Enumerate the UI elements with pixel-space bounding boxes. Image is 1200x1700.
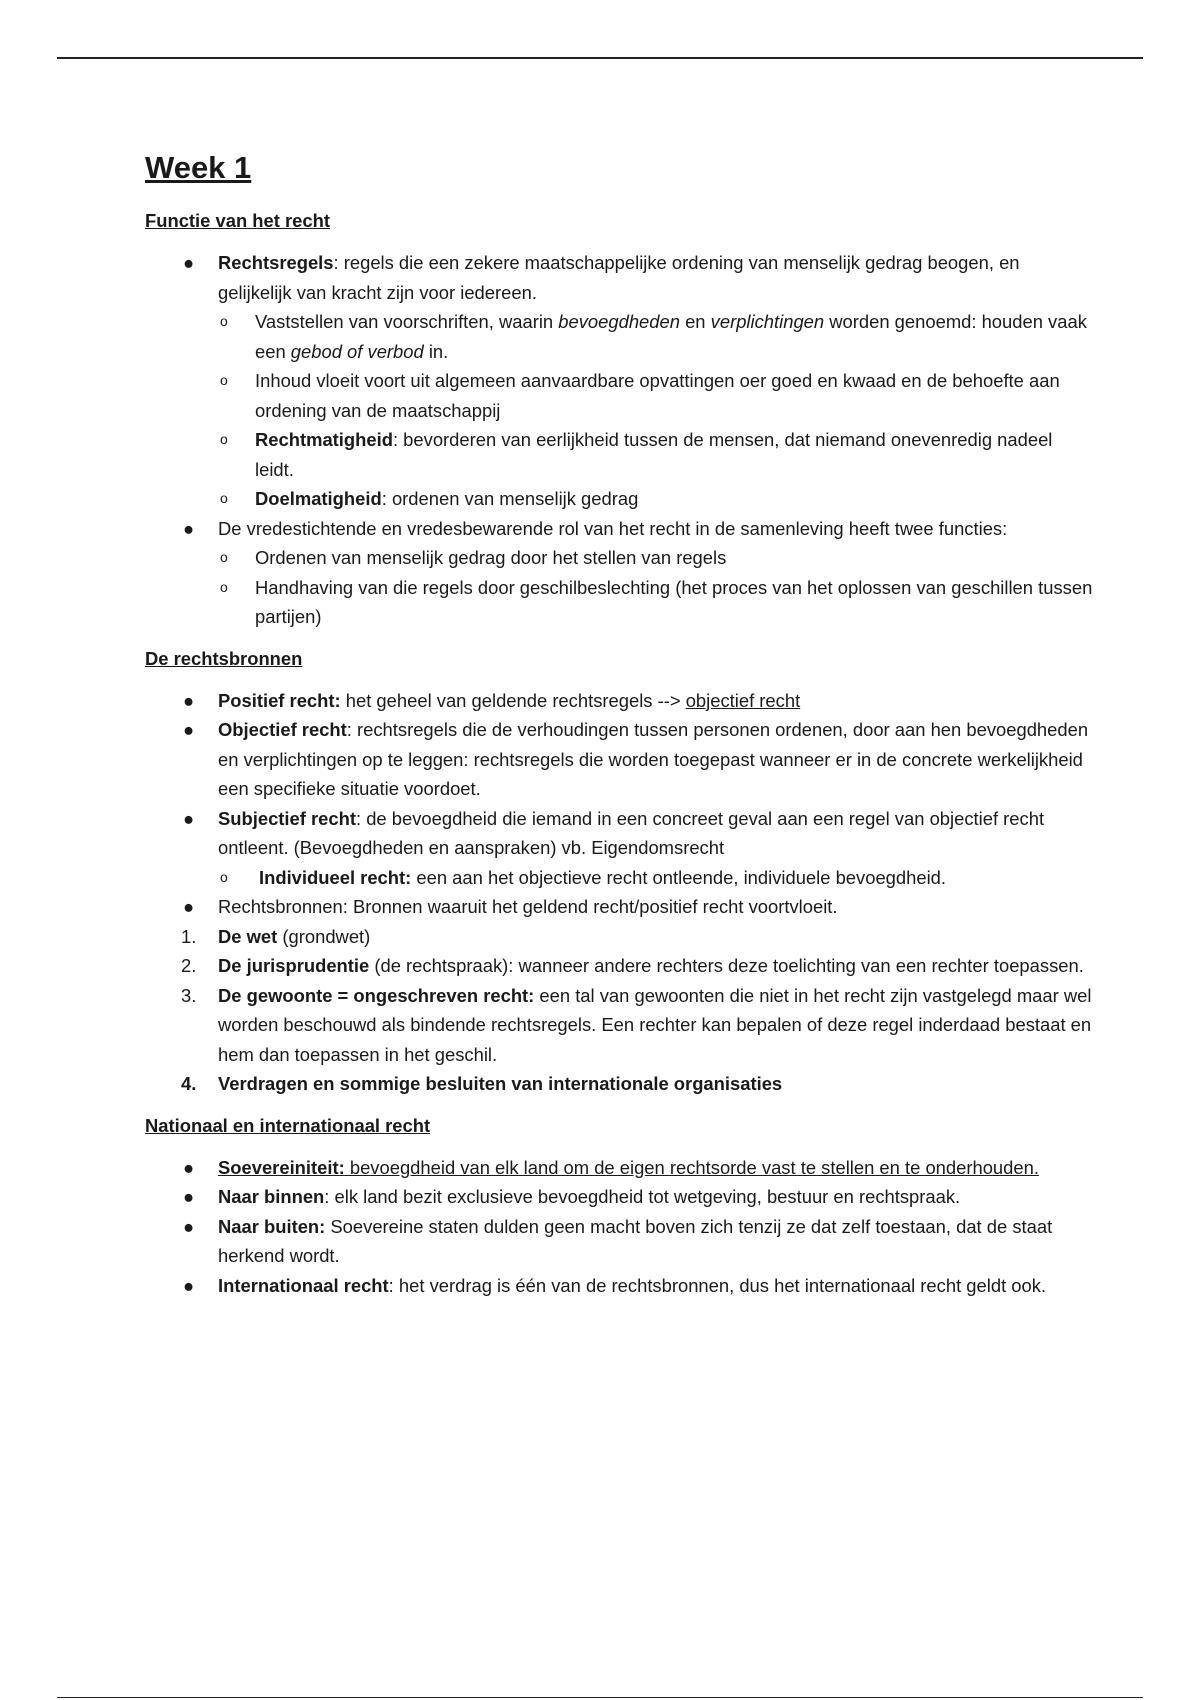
document-body <box>145 148 1095 1314</box>
bullet-icon: ● <box>183 1186 195 1207</box>
section-list-nationaal <box>145 1153 1095 1301</box>
list-item: ● Internationaal recht: het verdrag is één van de rechtsbronnen, dus het internationaal recht geldt ook. <box>145 1271 1095 1301</box>
list-item: o Vaststellen van voorschriften, waarin bevoegdheden en verplichtingen worden genoemd: houden vaak een gebod of verbod in. <box>145 307 1095 366</box>
section-heading-rechtsbronnen: De rechtsbronnen <box>145 647 303 669</box>
page-title: Week 1 <box>145 150 252 185</box>
list-item: ● Naar binnen: elk land bezit exclusieve bevoegdheid tot wetgeving, bestuur en rechtspraak. <box>145 1182 1095 1212</box>
list-item: o Handhaving van die regels door geschilbeslechting (het proces van het oplossen van geschillen tussen partijen) <box>145 573 1095 632</box>
numbered-item: 4. Verdragen en sommige besluiten van internationale organisaties <box>145 1069 1095 1099</box>
circle-bullet-icon: o <box>220 372 228 388</box>
list-item: o Rechtmatigheid: bevorderen van eerlijkheid tussen de mensen, dat niemand onevenredig nadeel leidt. <box>145 425 1095 484</box>
item-number: 4. <box>181 1073 197 1094</box>
item-number: 2. <box>181 955 197 976</box>
list-item: ● Rechtsregels: regels die een zekere maatschappelijke ordening van menselijk gedrag beogen, en gelijkelijk van kracht zijn voor iedereen. <box>145 248 1095 307</box>
bullet-icon: ● <box>183 1274 195 1296</box>
numbered-item: 2. De jurisprudentie (de rechtspraak): wanneer andere rechters deze toelichting van een rechter toepassen. <box>145 951 1095 981</box>
footer-rule <box>57 1697 1143 1698</box>
circle-bullet-icon: o <box>220 490 228 506</box>
list-item: o Individueel recht: een aan het objectieve recht ontleende, individuele bevoegdheid. <box>145 863 1095 893</box>
numbered-item: 3. De gewoonte = ongeschreven recht: een tal van gewoonten die niet in het recht zijn vastgelegd maar wel worden beschouwd als bindende rechtsregels. Een rechter kan bepalen of deze regel inderdaad bestaat en hem dan toepassen in het geschil. <box>145 981 1095 1070</box>
bullet-icon: ● <box>183 1156 195 1178</box>
bullet-icon: ● <box>183 1215 195 1237</box>
list-item: o Doelmatigheid: ordenen van menselijk gedrag <box>145 484 1095 514</box>
item-number: 3. <box>181 984 197 1006</box>
list-item: ● Subjectief recht: de bevoegdheid die iemand in een concreet geval aan een regel van objectief recht ontleent. (Bevoegdheden en aanspraken) vb. Eigendomsrecht <box>145 804 1095 863</box>
section-heading-nationaal: Nationaal en internationaal recht <box>145 1114 431 1136</box>
section-list-rechtsbronnen <box>145 686 1095 1099</box>
list-item: ● Soevereiniteit: bevoegdheid van elk land om de eigen rechtsorde vast te stellen en te onderhouden. <box>145 1153 1095 1183</box>
numbered-item: 1. De wet (grondwet) <box>145 922 1095 952</box>
list-item: ● Rechtsbronnen: Bronnen waaruit het geldend recht/positief recht voortvloeit. <box>145 892 1095 922</box>
list-item: o Ordenen van menselijk gedrag door het stellen van regels <box>145 543 1095 573</box>
header-rule <box>57 57 1143 59</box>
bullet-icon: ● <box>183 252 195 273</box>
underlined-term-link: objectief recht <box>685 689 801 711</box>
list-item: ● Naar buiten: Soevereine staten dulden geen macht boven zich tenzij ze dat zelf toestaan, dat de staat herkend wordt. <box>145 1212 1095 1271</box>
circle-bullet-icon: o <box>220 313 228 329</box>
list-item: ● De vredestichtende en vredesbewarende rol van het recht in de samenleving heeft twee functies: <box>145 514 1095 544</box>
bullet-icon: ● <box>183 719 195 740</box>
circle-bullet-icon: o <box>220 868 228 885</box>
circle-bullet-icon: o <box>220 578 228 595</box>
section-heading-functie: Functie van het recht <box>145 210 330 231</box>
bullet-icon: ● <box>183 807 195 829</box>
list-item: ● Objectief recht: rechtsregels die de verhoudingen tussen personen ordenen, door aan hen bevoegdheden en verplichtingen op te leggen: rechtsregels die worden toegepast wanneer er in de concrete werkelijkheid een specifieke situatie voordoet. <box>145 715 1095 804</box>
bullet-icon: ● <box>183 517 195 539</box>
bullet-icon: ● <box>183 689 195 711</box>
section-list-functie <box>145 248 1095 632</box>
item-number: 1. <box>181 925 197 947</box>
list-item: ● Positief recht: het geheel van geldende rechtsregels --> objectief recht <box>145 686 1095 716</box>
bullet-icon: ● <box>183 896 195 917</box>
circle-bullet-icon: o <box>220 431 228 447</box>
list-item: o Inhoud vloeit voort uit algemeen aanvaardbare opvattingen oer goed en kwaad en de behoefte aan ordening van de maatschappij <box>145 366 1095 425</box>
circle-bullet-icon: o <box>220 549 228 565</box>
